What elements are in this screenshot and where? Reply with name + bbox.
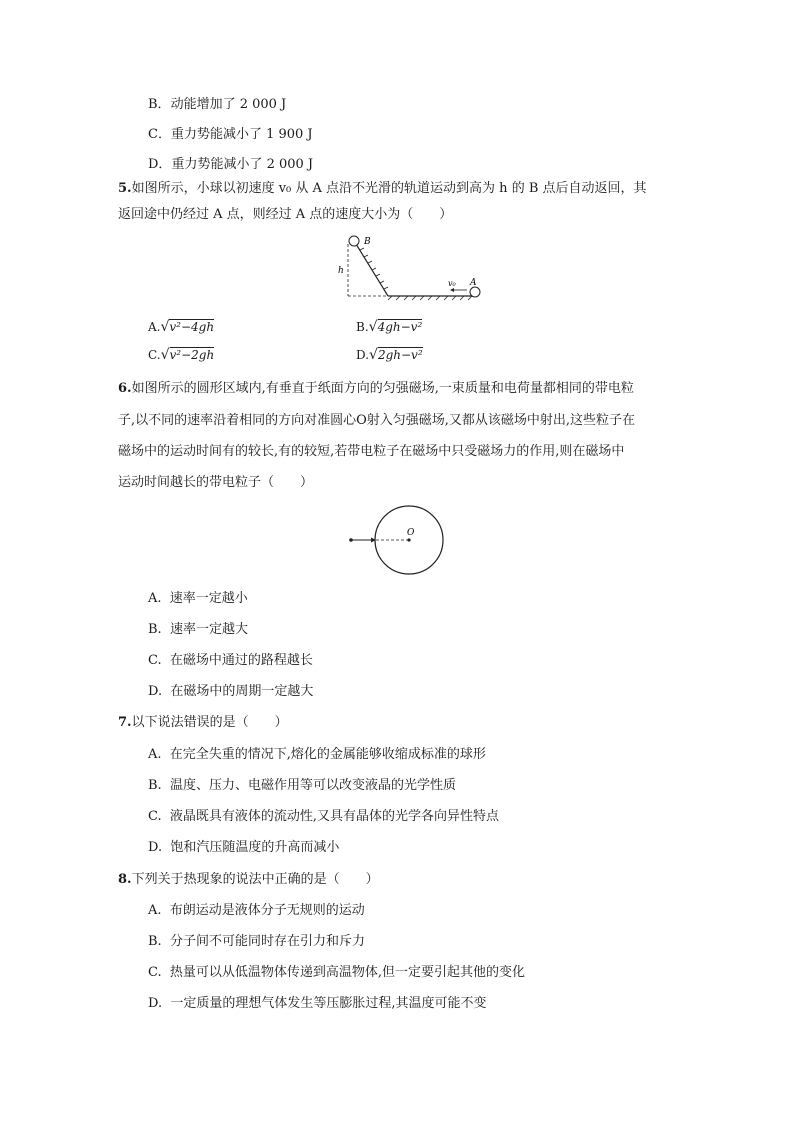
q6-option-b: B. 速率一定越大 <box>148 622 248 637</box>
q7-option-c: C. 液晶既具有液体的流动性,又具有晶体的光学各向异性特点 <box>148 809 500 824</box>
q7-number: 7. <box>118 715 132 730</box>
q8-option-d: D. 一定质量的理想气体发生等压膨胀过程,其温度可能不变 <box>148 996 487 1011</box>
label-b: B <box>364 237 371 247</box>
q4-option-b: B．动能增加了 2 000 J <box>148 97 287 112</box>
q6-stem-line2: 子,以不同的速率沿着相同的方向对准圆心O射入匀强磁场,又都从该磁场中射出,这些粒子在 <box>118 413 636 428</box>
q6-number: 6. <box>118 381 132 396</box>
q5-track-figure <box>330 230 490 302</box>
q8-option-a: A. 布朗运动是液体分子无规则的运动 <box>148 903 365 918</box>
q6-option-d: D. 在磁场中的周期一定越大 <box>148 684 314 699</box>
q5-option-d: D.√2gh−v² <box>356 347 423 363</box>
q6-magnetic-field-figure <box>345 503 449 577</box>
q7-option-b: B. 温度、压力、电磁作用等可以改变液晶的光学性质 <box>148 778 456 793</box>
q6-stem-line1: 6.如图所示的圆形区域内,有垂直于纸面方向的匀强磁场,一束质量和电荷量都相同的带电粒 <box>118 381 634 396</box>
q7-option-d: D. 饱和汽压随温度的升高而减小 <box>148 840 340 855</box>
q4-option-d: D．重力势能减小了 2 000 J <box>148 157 314 172</box>
q4-option-c: C．重力势能减小了 1 900 J <box>148 127 313 142</box>
q8-option-c: C. 热量可以从低温物体传递到高温物体,但一定要引起其他的变化 <box>148 965 526 980</box>
q5-option-c: C.√v²−2gh <box>148 347 215 363</box>
label-a: A <box>470 278 477 288</box>
q8-stem: 8.下列关于热现象的说法中正确的是（ ） <box>118 872 379 887</box>
q5-stem-line1: 5.如图所示，小球以初速度 v₀ 从 A 点沿不光滑的轨道运动到高为 h 的 B 点后自动返回，其 <box>118 181 647 196</box>
q5-stem-line2: 返回途中仍经过 A 点，则经过 A 点的速度大小为（ ） <box>118 207 453 222</box>
q5-option-b: B.√4gh−v² <box>356 319 423 335</box>
q7-stem: 7.以下说法错误的是（ ） <box>118 715 288 730</box>
q5-number: 5. <box>118 181 132 196</box>
q6-option-c: C. 在磁场中通过的路程越长 <box>148 653 313 668</box>
q6-option-a: A. 速率一定越小 <box>148 591 248 606</box>
q7-option-a: A. 在完全失重的情况下,熔化的金属能够收缩成标准的球形 <box>148 747 486 762</box>
q6-stem-line4: 运动时间越长的带电粒子（ ） <box>118 475 314 490</box>
q8-number: 8. <box>118 872 132 887</box>
label-o: O <box>407 528 415 538</box>
label-v0: v₀ <box>448 279 456 288</box>
q8-option-b: B. 分子间不可能同时存在引力和斥力 <box>148 934 365 949</box>
q6-stem-line3: 磁场中的运动时间有的较长,有的较短,若带电粒子在磁场中只受磁场力的作用,则在磁场中 <box>118 444 625 459</box>
label-h: h <box>338 266 344 276</box>
q5-option-a: A.√v²−4gh <box>148 319 215 335</box>
